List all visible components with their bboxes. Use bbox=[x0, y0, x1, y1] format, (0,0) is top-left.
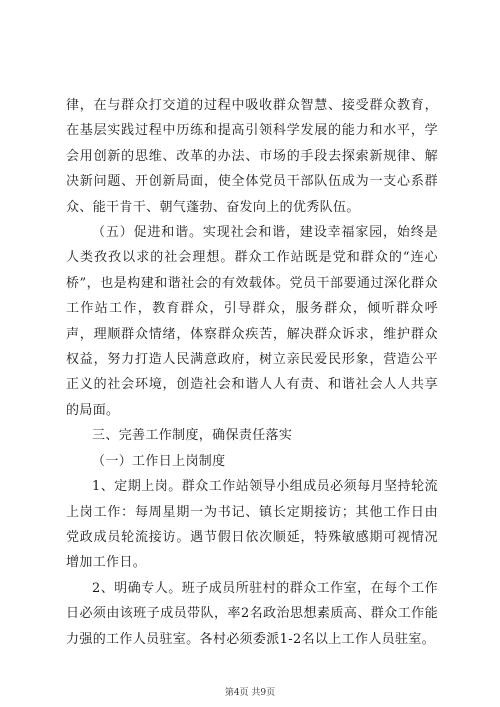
section-heading: 三、完善工作制度，确保责任落实 bbox=[92, 428, 293, 444]
document-body bbox=[66, 93, 438, 652]
subsection-heading: （一）工作日上岗制度 bbox=[92, 453, 226, 469]
page-footer: 第4页 共9页 bbox=[224, 688, 276, 698]
paragraph-continuation: 律，在与群众打交道的过程中吸收群众智慧、接受群众教育，在基层实践过程中历练和提高引领科学发展的能力和水平，学会用创新的思维、改革的办法、市场的手段去探索新规律、解决新问题、开创新局面，使全体党员干部队伍成为一支心系群众、能干肯干、朝气蓬勃、奋发向上的优秀队伍。 bbox=[66, 98, 438, 215]
paragraph-designated-staff: 2、明确专人。班子成员所驻村的群众工作室，在每个工作日必须由该班子成员带队，率2名政治思想素质高、群众工作能力强的工作人员驻室。各村必须委派1-2名以上工作人员驻室。 bbox=[66, 580, 438, 647]
paragraph-harmony: （五）促进和谐。实现社会和谐，建设幸福家园，始终是人类孜孜以求的社会理想。群众工作站既是党和群众的“连心桥”，也是构建和谐社会的有效载体。党员干部要通过深化群众工作站工作，教育群众，引导群众，服务群众，倾听群众呼声，理顺群众情绪，体察群众疾苦，解决群众诉求，维护群众权益，努力打造人民满意政府，树立亲民爱民形象，营造公平正义的社会环境，创造社会和谐人人有责、和谐社会人人共享的局面。 bbox=[66, 225, 438, 418]
paragraph-regular-duty: 1、定期上岗。群众工作站领导小组成员必须每月坚持轮流上岗工作：每周星期一为书记、镇长定期接访；其他工作日由党政成员轮流接访。遇节假日依次顺延，特殊敏感期可视情况增加工作日。 bbox=[66, 479, 438, 571]
